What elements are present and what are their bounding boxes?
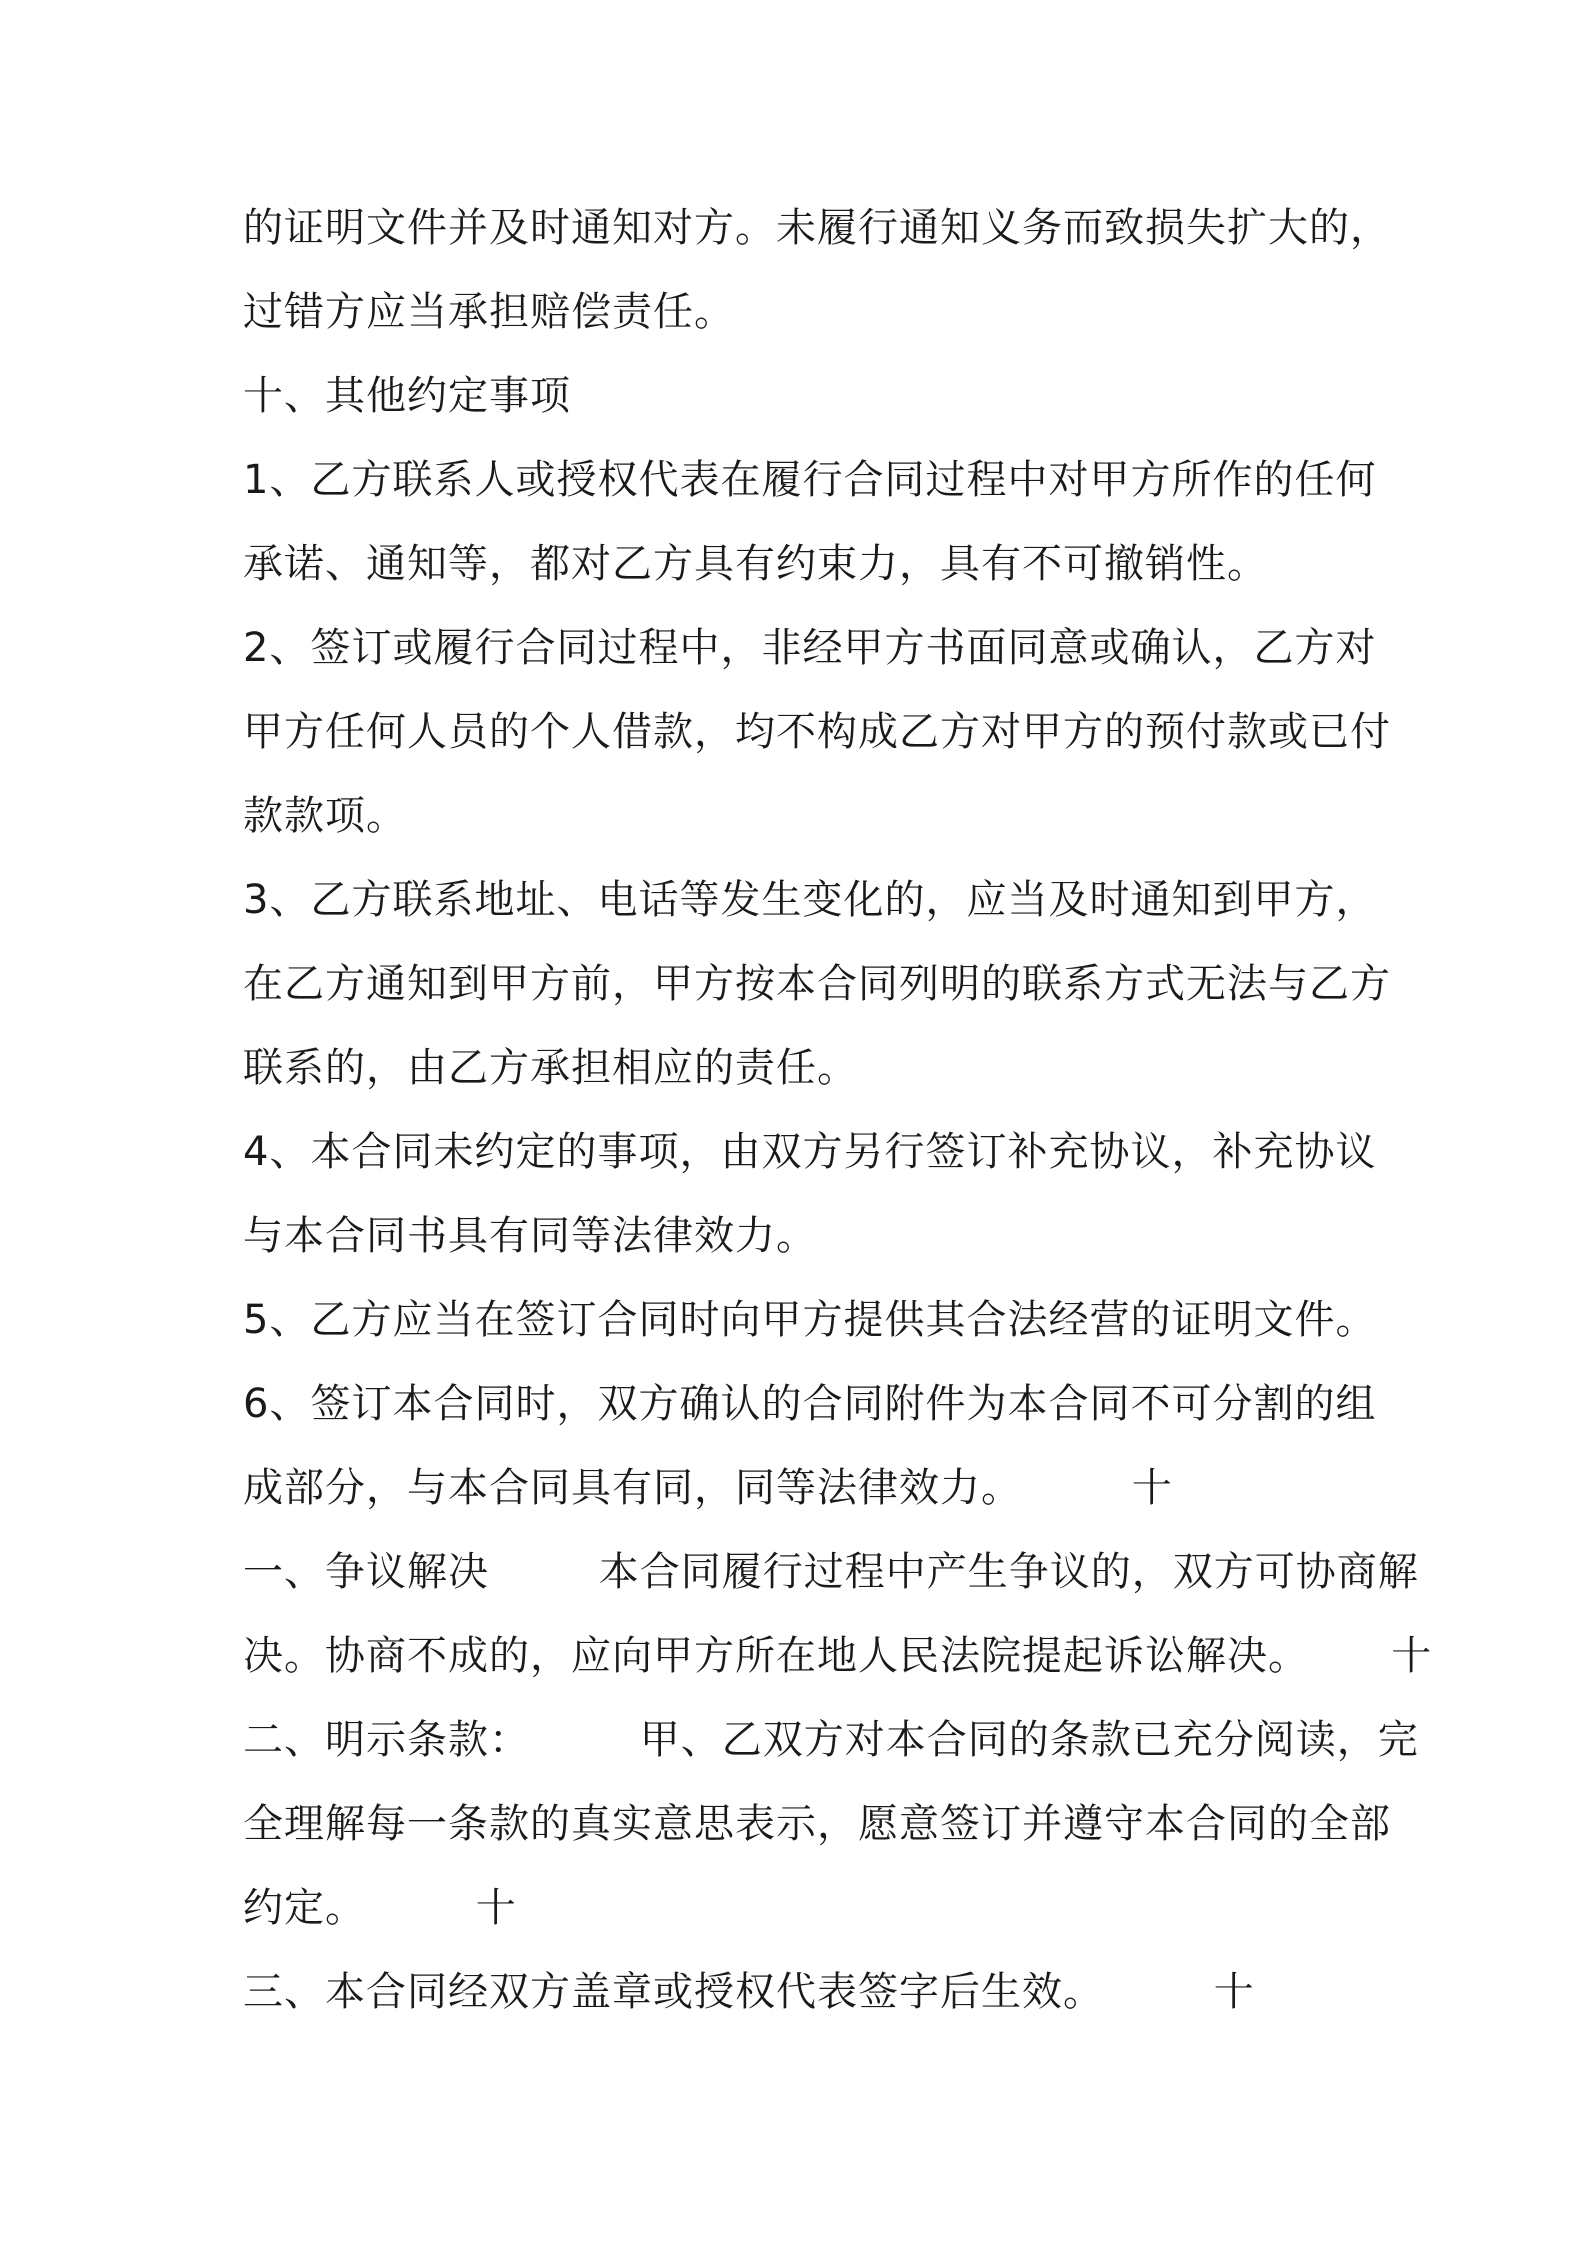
text-line: 承诺、通知等，都对乙方具有约束力，具有不可撤销性。: [243, 541, 1268, 587]
text-line: 与本合同书具有同等法律效力。: [243, 1213, 817, 1259]
text-line: 决。协商不成的，应向甲方所在地人民法院提起诉讼解决。 十: [243, 1633, 1433, 1679]
text-line: 一、争议解决 本合同履行过程中产生争议的，双方可协商解: [243, 1549, 1419, 1595]
text-line: 的证明文件并及时通知对方。未履行通知义务而致损失扩大的，: [243, 205, 1391, 251]
text-line: 4、本合同未约定的事项，由双方另行签订补充协议，补充协议: [243, 1129, 1377, 1175]
text-line: 款款项。: [243, 793, 407, 839]
text-line: 联系的，由乙方承担相应的责任。: [243, 1045, 858, 1091]
text-line: 过错方应当承担赔偿责任。: [243, 289, 735, 335]
text-line: 二、明示条款： 甲、乙双方对本合同的条款已充分阅读，完: [243, 1717, 1419, 1763]
text-line: 在乙方通知到甲方前，甲方按本合同列明的联系方式无法与乙方: [243, 961, 1391, 1007]
text-line: 甲方任何人员的个人借款，均不构成乙方对甲方的预付款或已付: [243, 709, 1391, 755]
text-line: 6、签订本合同时，双方确认的合同附件为本合同不可分割的组: [243, 1381, 1377, 1427]
text-line: 1、乙方联系人或授权代表在履行合同过程中对甲方所作的任何: [243, 457, 1377, 503]
text-line: 约定。 十: [243, 1885, 517, 1931]
text-line: 3、乙方联系地址、电话等发生变化的，应当及时通知到甲方，: [243, 877, 1377, 923]
text-line: 三、本合同经双方盖章或授权代表签字后生效。 十: [243, 1969, 1255, 2015]
text-line: 5、乙方应当在签订合同时向甲方提供其合法经营的证明文件。: [243, 1297, 1377, 1343]
text-line: 全理解每一条款的真实意思表示，愿意签订并遵守本合同的全部: [243, 1801, 1391, 1847]
section-heading: 十、其他约定事项: [243, 373, 571, 419]
text-line: 2、签订或履行合同过程中，非经甲方书面同意或确认，乙方对: [243, 625, 1377, 671]
text-line: 成部分，与本合同具有同，同等法律效力。 十: [243, 1465, 1173, 1511]
